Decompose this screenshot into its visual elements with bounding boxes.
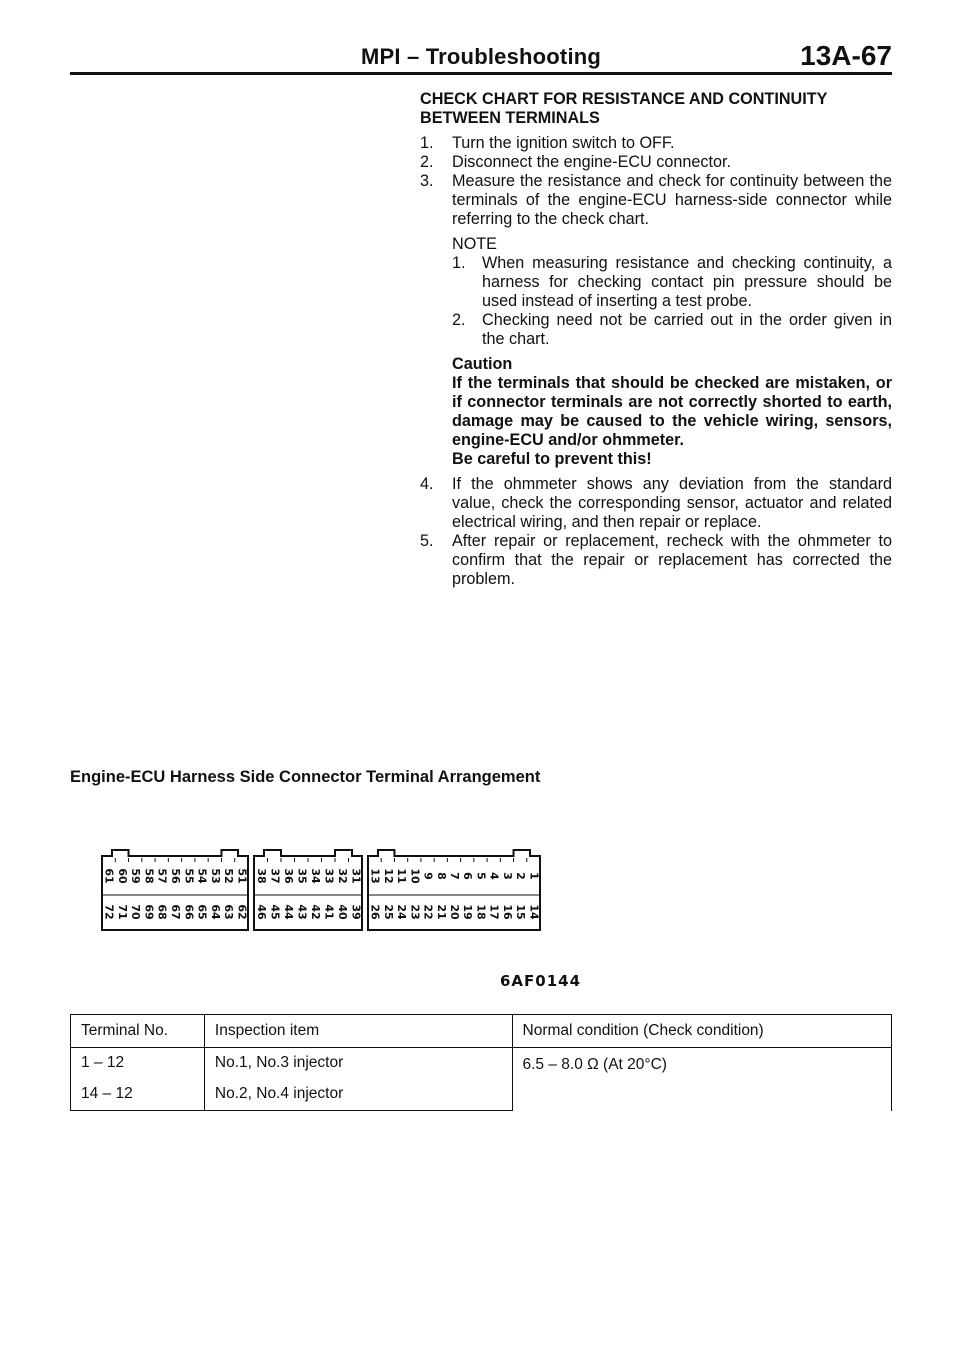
terminal-number: 31 [349, 868, 363, 884]
terminal-number: 58 [142, 868, 156, 884]
terminal-number: 9 [421, 872, 435, 880]
terminal-number: 42 [308, 904, 322, 920]
terminal-number: 41 [322, 904, 336, 920]
terminal-number: 17 [487, 904, 501, 920]
terminal-number: 13 [368, 868, 382, 884]
terminal-number: 33 [322, 868, 336, 884]
terminal-number: 23 [408, 904, 422, 920]
terminal-number: 37 [268, 868, 282, 884]
step-text: Measure the resistance and check for continuity between the terminals of the engine-ECU harness-side connector while referring to the check chart. [452, 172, 892, 228]
terminal-number: 54 [195, 868, 209, 884]
table-header-row [71, 1015, 892, 1048]
steps-list [420, 134, 892, 229]
step-text: Turn the ignition switch to OFF. [452, 134, 675, 152]
cell-terminal: 1 – 12 [71, 1048, 205, 1079]
terminal-number: 67 [169, 904, 182, 920]
terminal-number: 34 [308, 868, 322, 884]
section-heading: CHECK CHART FOR RESISTANCE AND CONTINUITY BETWEEN TERMINALS [420, 90, 828, 127]
terminal-number: 20 [448, 904, 461, 920]
step-item [420, 172, 892, 229]
terminal-number: 18 [474, 904, 488, 920]
procedure-column [420, 90, 892, 589]
table-row [71, 1048, 892, 1079]
terminal-number: 16 [500, 904, 514, 920]
note-number: 2. [452, 311, 466, 329]
terminal-number: 66 [182, 904, 196, 920]
header-terminal: Terminal No. [71, 1015, 205, 1048]
diagram-title: Engine-ECU Harness Side Connector Terminal Arrangement [70, 768, 541, 786]
step-item [420, 153, 892, 172]
terminal-number: 24 [395, 904, 409, 920]
terminal-number: 71 [115, 904, 129, 920]
terminal-number: 1 [527, 872, 541, 880]
terminal-number: 10 [408, 868, 422, 884]
terminal-number: 59 [129, 868, 143, 884]
caution-block [452, 355, 892, 469]
note-text: Checking need not be carried out in the order given in the chart. [482, 311, 892, 348]
terminal-number: 65 [195, 904, 209, 920]
step-text: If the ohmmeter shows any deviation from the standard value, check the corresponding sensor, actuator and related electrical wiring, and then repair or replace. [452, 475, 892, 531]
terminal-number: 22 [421, 904, 435, 920]
terminal-number: 35 [295, 868, 309, 884]
terminal-number: 11 [395, 868, 409, 884]
terminal-number: 64 [208, 904, 222, 920]
header-rule [70, 72, 892, 75]
terminal-number: 2 [514, 872, 528, 880]
terminal-number: 8 [434, 872, 448, 880]
caution-label: Caution [452, 355, 513, 373]
figure-id: 6AF0144 [500, 972, 582, 990]
note-block [452, 235, 892, 349]
terminal-number: 56 [169, 868, 182, 884]
terminal-number: 68 [155, 904, 169, 920]
step-number: 2. [420, 153, 434, 171]
step-item [420, 134, 892, 153]
terminal-number: 43 [295, 904, 309, 920]
note-text: When measuring resistance and checking continuity, a harness for checking contact pin pressure should be used instead of inserting a test probe. [482, 254, 892, 310]
step-text: After repair or replacement, recheck with the ohmmeter to confirm that the repair or replacement has corrected the problem. [452, 532, 892, 588]
cell-item: No.2, No.4 injector [204, 1078, 512, 1111]
terminal-number: 39 [349, 904, 363, 920]
terminal-number: 14 [527, 904, 541, 920]
terminal-number: 36 [281, 868, 295, 884]
terminal-number: 61 [102, 868, 116, 884]
note-item [452, 254, 892, 311]
terminal-number: 26 [368, 904, 382, 920]
terminal-number: 55 [182, 868, 196, 884]
step-item [420, 475, 892, 532]
step-number: 5. [420, 532, 434, 550]
cell-item: No.1, No.3 injector [204, 1048, 512, 1079]
terminal-number: 46 [254, 904, 268, 920]
terminal-number: 5 [474, 872, 488, 880]
steps-list-continued [420, 475, 892, 589]
terminal-number: 57 [155, 868, 169, 884]
terminal-number: 12 [381, 868, 395, 884]
terminal-number: 52 [222, 868, 236, 884]
terminal-number: 40 [335, 904, 349, 920]
step-text: Disconnect the engine-ECU connector. [452, 153, 731, 171]
terminal-number: 69 [142, 904, 156, 920]
step-item [420, 532, 892, 589]
terminal-number: 60 [115, 868, 129, 884]
step-number: 3. [420, 172, 434, 190]
terminal-number: 3 [500, 872, 514, 880]
note-label: NOTE [452, 235, 497, 253]
header-item: Inspection item [204, 1015, 512, 1048]
step-number: 1. [420, 134, 434, 152]
terminal-number: 19 [461, 904, 475, 920]
terminal-number: 38 [254, 868, 268, 884]
terminal-number: 62 [235, 904, 249, 920]
terminal-number: 6 [461, 872, 475, 880]
header-condition: Normal condition (Check condition) [512, 1015, 892, 1048]
header-title: MPI – Troubleshooting [360, 44, 602, 69]
terminal-number: 45 [268, 904, 282, 920]
cell-condition: 6.5 – 8.0 Ω (At 20°C) [512, 1048, 892, 1111]
terminal-number: 4 [487, 872, 501, 880]
terminal-number: 70 [129, 904, 143, 920]
terminal-number: 53 [208, 868, 222, 884]
terminal-number: 44 [281, 904, 295, 920]
caution-text: If the terminals that should be checked are mistaken, or if connector terminals are not correctly shorted to earth, damage may be caused to the vehicle wiring, sensors, engine-ECU and/or ohmmeter. [452, 374, 892, 449]
note-item [452, 311, 892, 349]
note-number: 1. [452, 254, 466, 272]
check-chart-table [70, 1014, 892, 1111]
terminal-number: 32 [335, 868, 349, 884]
cell-terminal: 14 – 12 [71, 1078, 205, 1111]
terminal-number: 51 [235, 868, 249, 884]
terminal-number: 7 [448, 872, 461, 880]
page-header [70, 40, 892, 72]
page-number: 13A-67 [800, 40, 892, 71]
step-number: 4. [420, 475, 434, 493]
caution-warning: Be careful to prevent this! [452, 450, 652, 468]
terminal-number: 15 [514, 904, 528, 920]
terminal-number: 72 [102, 904, 116, 920]
terminal-number: 63 [222, 904, 236, 920]
terminal-number: 21 [434, 904, 448, 920]
terminal-number: 25 [381, 904, 395, 920]
